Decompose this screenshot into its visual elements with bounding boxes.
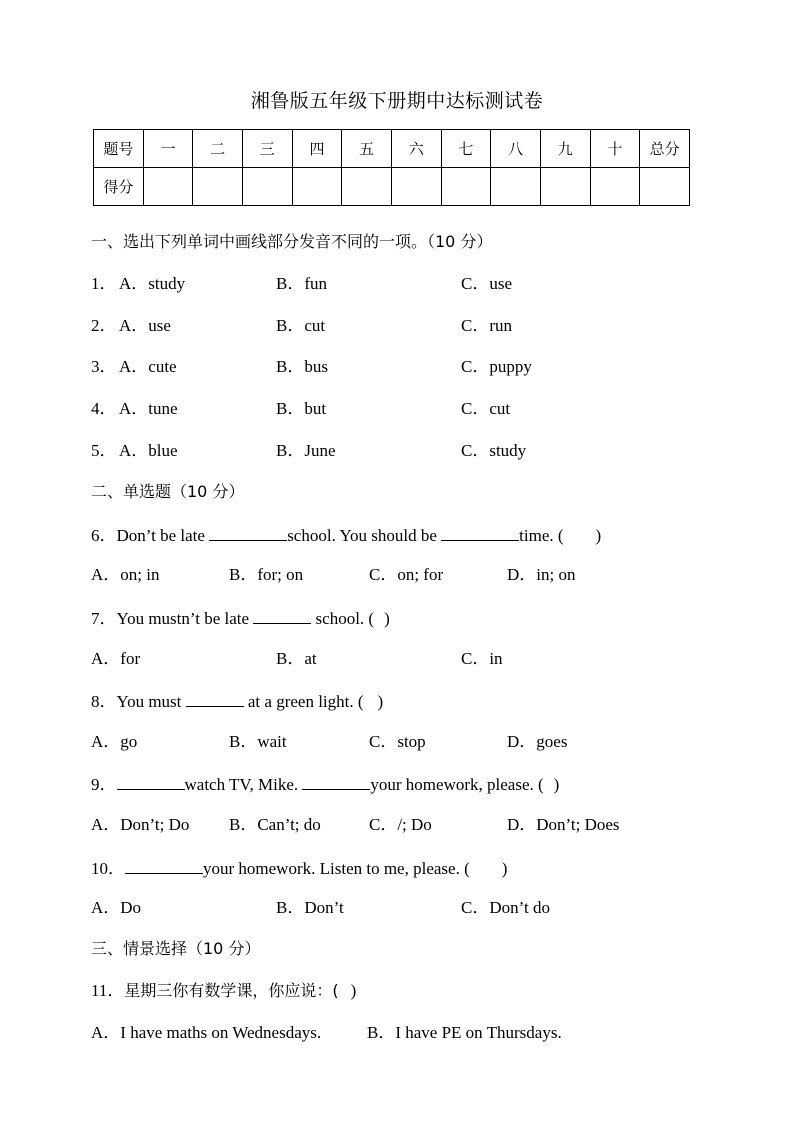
score-table-header-row <box>94 130 690 168</box>
option-b[interactable]: B．for; on <box>229 565 304 584</box>
question-number: 10． <box>91 859 125 878</box>
header-cell-5: 五 <box>342 130 392 168</box>
header-cell-8: 八 <box>491 130 541 168</box>
option-c[interactable]: C．Don’t do <box>461 898 550 917</box>
option-a[interactable]: A．for <box>91 649 141 668</box>
score-cell[interactable] <box>143 168 193 206</box>
option-c[interactable]: C．puppy <box>461 357 532 376</box>
option-b[interactable]: B．I have PE on Thursdays. <box>367 1023 562 1042</box>
question-text: You must <box>116 692 186 711</box>
score-cell[interactable] <box>193 168 243 206</box>
option-c[interactable]: C．in <box>461 649 503 668</box>
question-11 <box>91 981 356 1001</box>
question-text: Don’t be late <box>116 526 210 545</box>
question-text: 星期三你有数学课，你应说：( <box>124 981 339 1000</box>
answer-blank[interactable] <box>209 524 287 541</box>
question-8 <box>91 690 383 712</box>
answer-blank[interactable] <box>125 857 203 874</box>
paren-close: ) <box>501 859 508 878</box>
question-text: You mustn’t be late <box>116 609 254 628</box>
question-number: 9． <box>91 775 117 794</box>
page-title: 湘鲁版五年级下册期中达标测试卷 <box>250 90 544 112</box>
header-cell-1: 一 <box>143 130 193 168</box>
option-d[interactable]: D．Don’t; Does <box>507 815 620 834</box>
question-10 <box>91 857 507 879</box>
header-cell-label: 题号 <box>94 130 144 168</box>
score-table-score-row <box>94 168 690 206</box>
answer-blank[interactable] <box>117 773 185 790</box>
option-a[interactable]: A．blue <box>119 441 178 460</box>
option-d[interactable]: D．in; on <box>507 565 576 584</box>
question-text: watch TV, Mike. <box>184 775 303 794</box>
option-a[interactable]: A．study <box>119 274 186 293</box>
question-number: 3． <box>91 357 117 376</box>
option-a[interactable]: A．Don’t; Do <box>91 815 190 834</box>
option-b[interactable]: B．bus <box>276 357 328 376</box>
answer-blank[interactable] <box>441 524 519 541</box>
header-cell-2: 二 <box>193 130 243 168</box>
section1-heading: 一、选出下列单词中画线部分发音不同的一项。（10 分） <box>91 232 493 251</box>
question-number: 4． <box>91 399 117 418</box>
option-c[interactable]: C．on; for <box>369 565 444 584</box>
paren-close: ) <box>553 775 560 794</box>
score-cell[interactable] <box>441 168 491 206</box>
option-a[interactable]: A．I have maths on Wednesdays. <box>91 1023 322 1042</box>
section3-heading: 三、情景选择（10 分） <box>91 939 261 958</box>
paren-close: ) <box>384 609 390 628</box>
option-b[interactable]: B．fun <box>276 274 327 293</box>
header-cell-9: 九 <box>540 130 590 168</box>
question-number: 5． <box>91 441 117 460</box>
question-6 <box>91 524 601 546</box>
option-c[interactable]: C．study <box>461 441 527 460</box>
answer-blank[interactable] <box>302 773 370 790</box>
score-cell[interactable] <box>391 168 441 206</box>
option-b[interactable]: B．Don’t <box>276 898 344 917</box>
question-number: 8． <box>91 692 117 711</box>
option-a[interactable]: A．on; in <box>91 565 160 584</box>
score-cell[interactable] <box>590 168 640 206</box>
answer-blank[interactable] <box>253 607 311 624</box>
question-7 <box>91 607 390 629</box>
option-b[interactable]: B．Can’t; do <box>229 815 321 834</box>
question-text: your homework, please. ( <box>370 775 544 794</box>
header-cell-10: 十 <box>590 130 640 168</box>
question-number: 2． <box>91 316 117 335</box>
question-number: 11． <box>91 981 125 1000</box>
question-number: 6． <box>91 526 117 545</box>
option-b[interactable]: B．at <box>276 649 317 668</box>
score-cell[interactable] <box>491 168 541 206</box>
answer-blank[interactable] <box>186 690 244 707</box>
question-9 <box>91 773 559 795</box>
option-b[interactable]: B．June <box>276 441 336 460</box>
row-label-score: 得分 <box>94 168 144 206</box>
question-text: your homework. Listen to me, please. ( <box>203 859 470 878</box>
section2-heading: 二、单选题（10 分） <box>91 482 245 501</box>
option-a[interactable]: A．Do <box>91 898 142 917</box>
option-c[interactable]: C．/; Do <box>369 815 432 834</box>
option-b[interactable]: B．but <box>276 399 327 418</box>
option-c[interactable]: C．stop <box>369 732 426 751</box>
score-cell-total[interactable] <box>640 168 690 206</box>
paren-close: ) <box>595 526 602 545</box>
question-text: school. ( <box>311 609 375 628</box>
header-cell-4: 四 <box>292 130 342 168</box>
header-cell-7: 七 <box>441 130 491 168</box>
option-a[interactable]: A．cute <box>119 357 177 376</box>
header-cell-total: 总分 <box>640 130 690 168</box>
question-text: time. ( <box>519 526 564 545</box>
option-d[interactable]: D．goes <box>507 732 568 751</box>
header-cell-3: 三 <box>242 130 292 168</box>
score-table <box>93 129 690 206</box>
option-c[interactable]: C．use <box>461 274 512 293</box>
score-cell[interactable] <box>292 168 342 206</box>
paren-close: ) <box>350 981 357 1000</box>
option-c[interactable]: C．run <box>461 316 512 335</box>
question-text: at a green light. ( <box>243 692 364 711</box>
option-b[interactable]: B．cut <box>276 316 326 335</box>
header-cell-6: 六 <box>391 130 441 168</box>
option-a[interactable]: A．go <box>91 732 138 751</box>
question-text: school. You should be <box>287 526 442 545</box>
option-b[interactable]: B．wait <box>229 732 287 751</box>
question-number: 1． <box>91 274 117 293</box>
score-cell[interactable] <box>242 168 292 206</box>
score-cell[interactable] <box>342 168 392 206</box>
option-a[interactable]: A．tune <box>119 399 178 418</box>
paren-close: ) <box>377 692 384 711</box>
option-a[interactable]: A．use <box>119 316 171 335</box>
score-cell[interactable] <box>540 168 590 206</box>
option-c[interactable]: C．cut <box>461 399 511 418</box>
question-number: 7． <box>91 609 117 628</box>
